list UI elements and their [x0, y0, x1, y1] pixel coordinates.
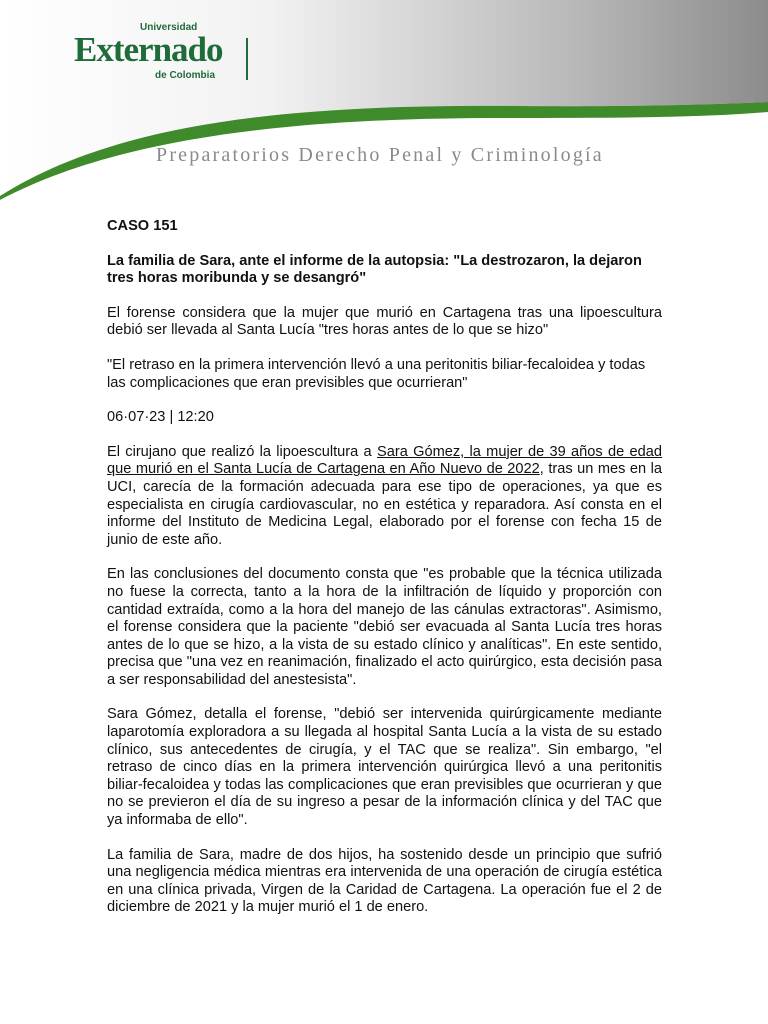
- paragraph-1-end: , tras un mes en la UCI, carecía de la formación adecuada para ese tipo de operaciones, ya que es especialista en cirugía cardiovascular, no en estética y reparadora. Así consta en el informe del Instituto de Medicina Legal, elaborado por el forense con fecha 15 de junio de este año.: [107, 461, 662, 548]
- article-body: [107, 218, 662, 934]
- paragraph-1: [107, 444, 662, 550]
- paragraph-3: Sara Gómez, detalla el forense, "debió ser intervenida quirúrgicamente mediante laparotomía exploradora a su llegada al hospital Santa Lucía a la vista de su estado clínico, sus antecedentes de cirugía, y el TAC que se realiza". Sin embargo, "el retraso de cinco días en la primera intervención quirúrgica llevó a una peritonitis biliar-fecaloidea y todas las complicaciones que eran previsibles que ocurrieran y que no se previeron el día de su ingreso a pesar de la información clínica y del TAC que ya informaba de ello".: [107, 706, 662, 829]
- program-title: Preparatorios Derecho Penal y Criminología: [156, 144, 604, 166]
- logo-top-text: Universidad: [140, 22, 198, 33]
- paragraph-4: La familia de Sara, madre de dos hijos, ha sostenido desde un principio que sufrió una negligencia médica mientras era intervenida de una operación de cirugía estética en una clínica privada, Virgen de la Caridad de Cartagena. La operación fue el 2 de diciembre de 2021 y la mujer murió el 1 de enero.: [107, 846, 662, 916]
- university-logo: [74, 18, 264, 90]
- article-link[interactable]: Sara Gómez, la mujer de 39 años de edad que murió en el Santa Lucía de Cartagena en Año Nuevo de 2022: [107, 443, 663, 478]
- case-number: CASO 151: [107, 218, 178, 234]
- subhead-1: El forense considera que la mujer que murió en Cartagena tras una lipoescultura debió ser llevada al Santa Lucía "tres horas antes de lo que se hizo": [107, 304, 662, 339]
- paragraph-2: En las conclusiones del documento consta que "es probable que la técnica utilizada no fuese la correcta, tanto a la hora de la infiltración de líquido y proporción con cantidad extraída, como a la hora del manejo de las cánulas extractoras". Asimismo, el forense considera que la paciente "debió ser evacuada al Santa Lucía tres horas antes de lo que se hizo, a la vista de su estado clínico y analíticas". En este sentido, precisa que "una vez en reanimación, finalizado el acto quirúrgico, esta decisión pasa a ser responsabilidad del anestesista".: [107, 566, 662, 688]
- page-header: [0, 0, 768, 200]
- article-headline: La familia de Sara, ante el informe de la autopsia: "La destrozaron, la dejaron tres horas moribunda y se desangró": [107, 252, 642, 287]
- logo-sub-text: de Colombia: [155, 70, 216, 81]
- logo-main-text: Externado: [74, 30, 223, 69]
- dateline: 06·07·23 | 12:20: [107, 409, 214, 426]
- logo-divider: [246, 38, 248, 80]
- subhead-2: "El retraso en la primera intervención llevó a una peritonitis biliar-fecaloidea y todas las complicaciones que eran previsibles que ocurrieran": [107, 356, 646, 391]
- paragraph-1-start: El cirujano que realizó la lipoescultura a: [107, 443, 377, 460]
